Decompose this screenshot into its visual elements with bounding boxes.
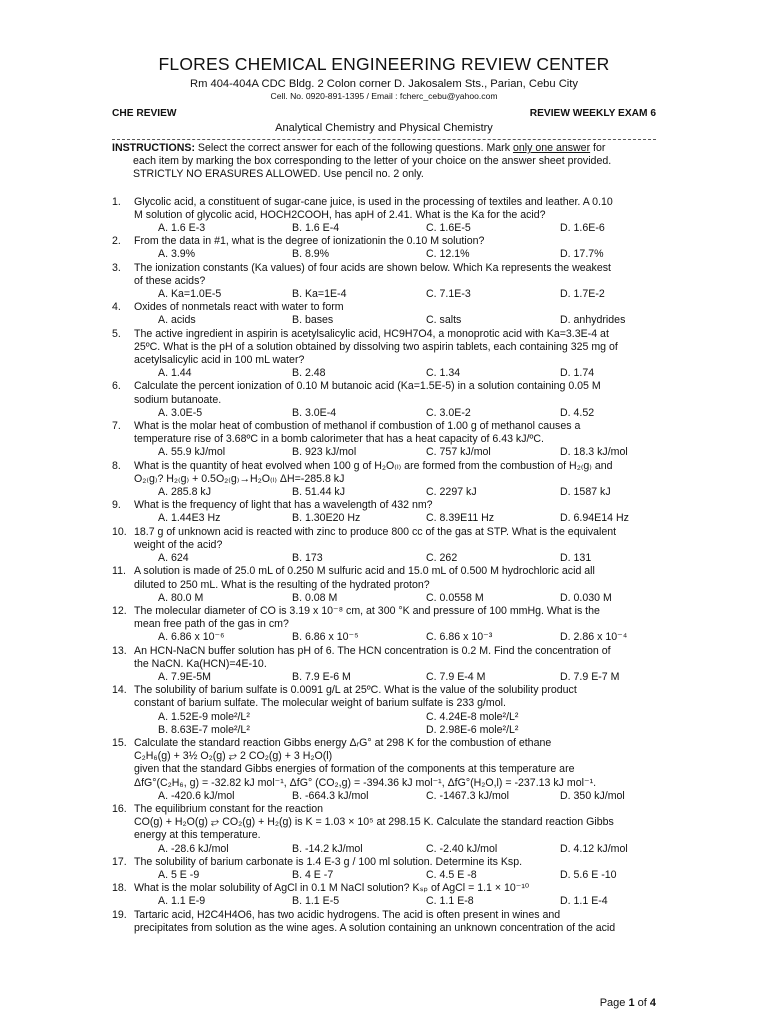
- question-item: [112, 882, 656, 908]
- question-number: 16.: [112, 802, 127, 815]
- question-line: [112, 829, 656, 842]
- answer-option: C. salts: [426, 314, 462, 327]
- question-item: [112, 499, 656, 525]
- answer-option: C. -2.40 kJ/mol: [426, 842, 498, 855]
- answer-option: C. 8.39E11 Hz: [426, 512, 495, 525]
- answer-option: B. 6.86 x 10⁻⁵: [292, 631, 359, 644]
- question-text: M solution of glycolic acid, HOCH2COOH, has apH of 2.41. What is the Ka for the acid?: [134, 208, 546, 221]
- question-number: [112, 394, 134, 407]
- answer-options: [112, 314, 656, 327]
- question-line: [112, 460, 656, 473]
- question-line: [112, 196, 656, 209]
- answer-options: [112, 631, 656, 644]
- answer-option: D. 1.7E-2: [560, 288, 605, 301]
- answer-option: A. 1.44E3 Hz: [158, 512, 221, 525]
- question-item: [112, 301, 656, 327]
- answer-option: D. 350 kJ/mol: [560, 789, 625, 802]
- question-item: [112, 803, 656, 856]
- answer-options: [112, 552, 656, 565]
- answer-options: [112, 592, 656, 605]
- che-review-label: CHE REVIEW: [112, 108, 177, 119]
- answer-option: A. 1.52E-9 mole²/L²: [158, 710, 250, 723]
- answer-option: C. 1.6E-5: [426, 222, 471, 235]
- answer-option: D. 17.7%: [560, 248, 604, 261]
- question-item: [112, 856, 656, 882]
- question-line: [112, 645, 656, 658]
- answer-option: A. 55.9 kJ/mol: [158, 446, 226, 459]
- answer-option: B. 8.63E-7 mole²/L²: [158, 723, 250, 736]
- question-line: [112, 579, 656, 592]
- question-text: acetylsalicylic acid in 100 mL water?: [134, 354, 305, 367]
- question-line: [112, 473, 656, 486]
- question-line: [112, 565, 656, 578]
- question-number: [112, 829, 134, 842]
- question-line: [112, 909, 656, 922]
- question-line: [112, 328, 656, 341]
- answer-option: A. -28.6 kJ/mol: [158, 842, 229, 855]
- question-text: constant of barium sulfate. The molecular weight of barium sulfate is 233 g/mol.: [134, 697, 506, 710]
- answer-option: D. 4.52: [560, 406, 595, 419]
- question-number: [112, 341, 134, 354]
- answer-option: B. -664.3 kJ/mol: [292, 789, 369, 802]
- question-line: [112, 777, 656, 790]
- answer-option: D. 2.98E-6 mole²/L²: [426, 723, 519, 736]
- answer-options: [112, 843, 656, 856]
- question-number: 11.: [112, 565, 126, 578]
- question-number: 17.: [112, 855, 127, 868]
- question-line: [112, 605, 656, 618]
- answer-options: [112, 222, 656, 235]
- answer-option: C. 4.5 E -8: [426, 868, 477, 881]
- question-line: [112, 235, 656, 248]
- page-current: 1: [628, 996, 635, 1009]
- question-number: [112, 697, 134, 710]
- answer-option: B. 1.6 E-4: [292, 222, 340, 235]
- question-number: [112, 658, 134, 671]
- question-number: 10.: [112, 525, 127, 538]
- answer-option: B. Ka=1E-4: [292, 288, 347, 301]
- answer-option: B. -14.2 kJ/mol: [292, 842, 363, 855]
- answer-option: D. 18.3 kJ/mol: [560, 446, 628, 459]
- answer-option: B. 1.1 E-5: [292, 895, 340, 908]
- question-number: 3.: [112, 261, 121, 274]
- question-number: 1.: [112, 195, 121, 208]
- answer-option: C. 6.86 x 10⁻³: [426, 631, 493, 644]
- question-number: 19.: [112, 908, 127, 921]
- answer-options: [112, 724, 656, 737]
- instructions-text-1: Select the correct answer for each of the following questions. Mark: [194, 142, 513, 154]
- question-line: [112, 394, 656, 407]
- page-total: 4: [649, 996, 656, 1009]
- question-item: [112, 420, 656, 460]
- page-title: FLORES CHEMICAL ENGINEERING REVIEW CENTER: [158, 54, 610, 74]
- question-line: [112, 275, 656, 288]
- page-prefix: Page: [599, 996, 629, 1009]
- question-text: C₂H₆(g) + 3½ O₂(g) ⥂ 2 CO₂(g) + 3 H₂O(l): [134, 750, 333, 763]
- question-number: 7.: [112, 420, 121, 433]
- question-number: [112, 433, 134, 446]
- answer-option: B. bases: [292, 314, 334, 327]
- question-item: [112, 196, 656, 236]
- question-text: The ionization constants (Ka values) of four acids are shown below. Which Ka represents the weakest: [134, 261, 611, 274]
- question-number: [112, 473, 134, 486]
- answer-option: C. 12.1%: [426, 248, 470, 261]
- question-text: From the data in #1, what is the degree of ionizationin the 0.10 M solution?: [134, 235, 485, 248]
- answer-option: D. 6.94E14 Hz: [560, 512, 629, 525]
- question-text: sodium butanoate.: [134, 393, 222, 406]
- answer-option: A. 3.9%: [158, 248, 196, 261]
- question-text: ΔfG°(C₂H₆, g) = -32.82 kJ mol⁻¹, ΔfG° (CO₂,g) = -394.36 kJ mol⁻¹, ΔfG°(H₂O,l) = -237.13 kJ mol⁻¹.: [134, 776, 597, 789]
- question-text: What is the molar solubility of AgCl in 0.1 M NaCl solution? Kₛₚ of AgCl = 1.1 × 10⁻¹⁰: [134, 882, 530, 895]
- contact-info: Cell. No. 0920-891-1395 / Email : fcherc_cebu@yahoo.com: [270, 91, 498, 101]
- answer-options: [112, 446, 656, 459]
- question-line: [112, 882, 656, 895]
- question-number: 5.: [112, 327, 121, 340]
- question-number: [112, 922, 134, 935]
- answer-option: B. 3.0E-4: [292, 406, 337, 419]
- answer-option: B. 51.44 kJ: [292, 486, 345, 499]
- question-item: [112, 605, 656, 645]
- question-number: 13.: [112, 644, 127, 657]
- question-text: What is the quantity of heat evolved when 100 g of H₂O₍ₗ₎ are formed from the combustion of H₂₍g₎ and: [134, 459, 613, 472]
- question-line: [112, 499, 656, 512]
- answer-option: B. 0.08 M: [292, 591, 338, 604]
- question-line: [112, 856, 656, 869]
- answer-options: [112, 407, 656, 420]
- question-line: [112, 697, 656, 710]
- question-list: [112, 196, 656, 935]
- answer-option: D. 4.12 kJ/mol: [560, 842, 628, 855]
- dashed-divider: [112, 139, 656, 140]
- question-item: [112, 565, 656, 605]
- question-line: [112, 684, 656, 697]
- question-line: [112, 803, 656, 816]
- question-line: [112, 922, 656, 935]
- question-text: given that the standard Gibbs energies of formation of the components at this temperature are: [134, 763, 575, 776]
- answer-option: C. 7.9 E-4 M: [426, 670, 486, 683]
- question-number: [112, 618, 134, 631]
- answer-option: D. 131: [560, 552, 592, 565]
- question-text: mean free path of the gas in cm?: [134, 618, 289, 631]
- answer-option: D. 7.9 E-7 M: [560, 670, 620, 683]
- question-item: [112, 380, 656, 420]
- question-text: Tartaric acid, H2C4H4O6, has two acidic hydrogens. The acid is often present in wines and: [134, 908, 561, 921]
- question-text: weight of the acid?: [134, 538, 223, 551]
- question-number: 8.: [112, 459, 121, 472]
- question-text: The solubility of barium carbonate is 1.4 E-3 g / 100 ml solution. Determine its Ksp.: [134, 855, 523, 868]
- answer-options: [112, 711, 656, 724]
- exam-label-row: [112, 107, 656, 120]
- answer-option: A. 80.0 M: [158, 591, 204, 604]
- question-line: [112, 354, 656, 367]
- question-text: A solution is made of 25.0 mL of 0.250 M sulfuric acid and 15.0 mL of 0.500 M hydrochloric acid all: [134, 565, 595, 578]
- question-text: temperature rise of 3.68ºC in a bomb calorimeter that has a heat capacity of 6.43 kJ/ºC.: [134, 433, 544, 446]
- question-text: CO(g) + H₂O(g) ⥂ CO₂(g) + H₂(g) is K = 1.03 × 10⁵ at 298.15 K. Calculate the standard reaction Gibbs: [134, 816, 614, 829]
- question-line: [112, 526, 656, 539]
- question-line: [112, 301, 656, 314]
- answer-option: C. 7.1E-3: [426, 288, 471, 301]
- question-item: [112, 328, 656, 381]
- page-footer: [600, 997, 656, 1010]
- question-number: 14.: [112, 684, 127, 697]
- question-item: [112, 262, 656, 302]
- answer-options: [112, 512, 656, 525]
- answer-options: [112, 248, 656, 261]
- answer-option: A. -420.6 kJ/mol: [158, 789, 235, 802]
- answer-option: D. 1.74: [560, 367, 595, 380]
- question-number: [112, 539, 134, 552]
- answer-option: A. 5 E -9: [158, 868, 200, 881]
- answer-option: C. 0.0558 M: [426, 591, 484, 604]
- answer-options: [112, 671, 656, 684]
- answer-option: B. 8.9%: [292, 248, 330, 261]
- subject-title: Analytical Chemistry and Physical Chemistry: [275, 122, 493, 134]
- answer-option: A. 1.1 E-9: [158, 895, 206, 908]
- answer-option: A. acids: [158, 314, 196, 327]
- question-line: [112, 750, 656, 763]
- question-item: [112, 909, 656, 935]
- answer-options: [112, 486, 656, 499]
- answer-option: A. 7.9E-5M: [158, 670, 211, 683]
- answer-option: C. 262: [426, 552, 458, 565]
- answer-option: A. 6.86 x 10⁻⁶: [158, 631, 225, 644]
- answer-option: C. 757 kJ/mol: [426, 446, 491, 459]
- question-text: O₂₍g₎? H₂₍g₎ + 0.5O₂₍g₎→H₂O₍ₗ₎ ΔH=-285.8 kJ: [134, 472, 345, 485]
- question-number: 12.: [112, 604, 127, 617]
- question-number: 9.: [112, 499, 121, 512]
- question-number: [112, 579, 134, 592]
- answer-option: C. 4.24E-8 mole²/L²: [426, 710, 519, 723]
- answer-option: B. 7.9 E-6 M: [292, 670, 351, 683]
- question-line: [112, 658, 656, 671]
- question-text: The equilibrium constant for the reaction: [134, 802, 324, 815]
- question-line: [112, 433, 656, 446]
- question-text: Glycolic acid, a constituent of sugar-cane juice, is used in the processing of textiles and leather. A 0.10: [134, 195, 613, 208]
- answer-option: A. 624: [158, 552, 189, 565]
- question-text: Oxides of nonmetals react with water to form: [134, 301, 344, 314]
- answer-option: A. 285.8 kJ: [158, 486, 211, 499]
- question-text: What is the molar heat of combustion of methanol if combustion of 1.00 g of methanol causes a: [134, 420, 581, 433]
- question-number: [112, 209, 134, 222]
- answer-options: [112, 367, 656, 380]
- question-item: [112, 737, 656, 803]
- answer-options: [112, 895, 656, 908]
- question-line: [112, 737, 656, 750]
- question-text: 18.7 g of unknown acid is reacted with zinc to produce 800 cc of the gas at STP. What is the equivalent: [134, 525, 617, 538]
- answer-options: [112, 869, 656, 882]
- question-text: The molecular diameter of CO is 3.19 x 10⁻⁸ cm, at 300 °K and pressure of 100 mmHg. What is the: [134, 604, 600, 617]
- answer-option: C. 1.1 E-8: [426, 895, 474, 908]
- answer-option: A. 1.44: [158, 367, 192, 380]
- answer-option: A. 3.0E-5: [158, 406, 203, 419]
- answer-option: A. 1.6 E-3: [158, 222, 206, 235]
- question-text: the NaCN. Ka(HCN)=4E-10.: [134, 657, 267, 670]
- question-number: 18.: [112, 882, 127, 895]
- answer-option: C. 3.0E-2: [426, 406, 471, 419]
- question-number: 4.: [112, 301, 121, 314]
- question-text: diluted to 250 mL. What is the resulting of the hydrated proton?: [134, 578, 430, 591]
- question-text: The solubility of barium sulfate is 0.0091 g/L at 25ºC. What is the value of the solubility product: [134, 684, 577, 697]
- instructions-text-2: for: [590, 142, 606, 154]
- answer-option: D. 1.6E-6: [560, 222, 605, 235]
- exam-number-label: REVIEW WEEKLY EXAM 6: [529, 108, 656, 119]
- question-item: [112, 684, 656, 737]
- question-line: [112, 209, 656, 222]
- answer-options: [112, 288, 656, 301]
- question-text: precipitates from solution as the wine ages. A solution containing an unknown concentration of the acid: [134, 921, 616, 934]
- instructions: [112, 142, 656, 182]
- page-of: of: [634, 996, 650, 1009]
- question-text: An HCN-NaCN buffer solution has pH of 6. The HCN concentration is 0.2 M. Find the concentration of: [134, 644, 611, 657]
- question-line: [112, 618, 656, 631]
- question-line: [112, 539, 656, 552]
- question-line: [112, 341, 656, 354]
- question-number: [112, 777, 134, 790]
- answer-option: B. 173: [292, 552, 323, 565]
- question-number: 15.: [112, 736, 127, 749]
- answer-option: D. 2.86 x 10⁻⁴: [560, 631, 628, 644]
- answer-option: A. Ka=1.0E-5: [158, 288, 222, 301]
- answer-option: D. anhydrides: [560, 314, 626, 327]
- question-item: [112, 460, 656, 500]
- answer-option: C. 2297 kJ: [426, 486, 477, 499]
- question-item: [112, 526, 656, 566]
- question-text: Calculate the standard reaction Gibbs energy ΔᵣG° at 298 K for the combustion of ethane: [134, 736, 552, 749]
- answer-option: C. 1.34: [426, 367, 461, 380]
- answer-option: D. 5.6 E -10: [560, 868, 617, 881]
- answer-option: B. 2.48: [292, 367, 326, 380]
- question-line: [112, 763, 656, 776]
- question-text: 25ºC. What is the pH of a solution obtained by dissolving two aspirin tablets, each containing 325 mg of: [134, 340, 618, 353]
- question-line: [112, 380, 656, 393]
- question-number: [112, 275, 134, 288]
- question-item: [112, 645, 656, 685]
- instructions-label: INSTRUCTIONS:: [112, 142, 195, 154]
- question-item: [112, 235, 656, 261]
- instructions-emphasis: only one answer: [512, 142, 591, 154]
- question-number: [112, 354, 134, 367]
- question-text: The active ingredient in aspirin is acetylsalicylic acid, HC9H7O4, a monoprotic acid with Ka=3.3E-4 at: [134, 327, 609, 340]
- answer-option: B. 923 kJ/mol: [292, 446, 357, 459]
- instructions-line-2: each item by marking the box corresponding to the letter of your choice on the answer sheet provided.: [133, 155, 612, 168]
- question-number: 6.: [112, 380, 121, 393]
- question-number: [112, 763, 134, 776]
- question-line: [112, 262, 656, 275]
- question-number: 2.: [112, 235, 121, 248]
- answer-options: [112, 790, 656, 803]
- answer-option: B. 4 E -7: [292, 868, 334, 881]
- question-number: [112, 750, 134, 763]
- question-number: [112, 816, 134, 829]
- answer-option: B. 1.30E20 Hz: [292, 512, 361, 525]
- question-text: What is the frequency of light that has a wavelength of 432 nm?: [134, 499, 433, 512]
- question-line: [112, 816, 656, 829]
- question-line: [112, 420, 656, 433]
- question-text: Calculate the percent ionization of 0.10 M butanoic acid (Ka=1.5E-5) in a solution containing 0.05 M: [134, 380, 601, 393]
- answer-option: C. -1467.3 kJ/mol: [426, 789, 510, 802]
- instructions-line-3: STRICTLY NO ERASURES ALLOWED. Use pencil no. 2 only.: [133, 168, 424, 181]
- center-address: Rm 404-404A CDC Bldg. 2 Colon corner D. Jakosalem Sts., Parian, Cebu City: [189, 78, 578, 90]
- question-text: energy at this temperature.: [134, 829, 261, 842]
- question-text: of these acids?: [134, 274, 206, 287]
- answer-option: D. 1.1 E-4: [560, 895, 608, 908]
- answer-option: D. 0.030 M: [560, 591, 612, 604]
- answer-option: D. 1587 kJ: [560, 486, 611, 499]
